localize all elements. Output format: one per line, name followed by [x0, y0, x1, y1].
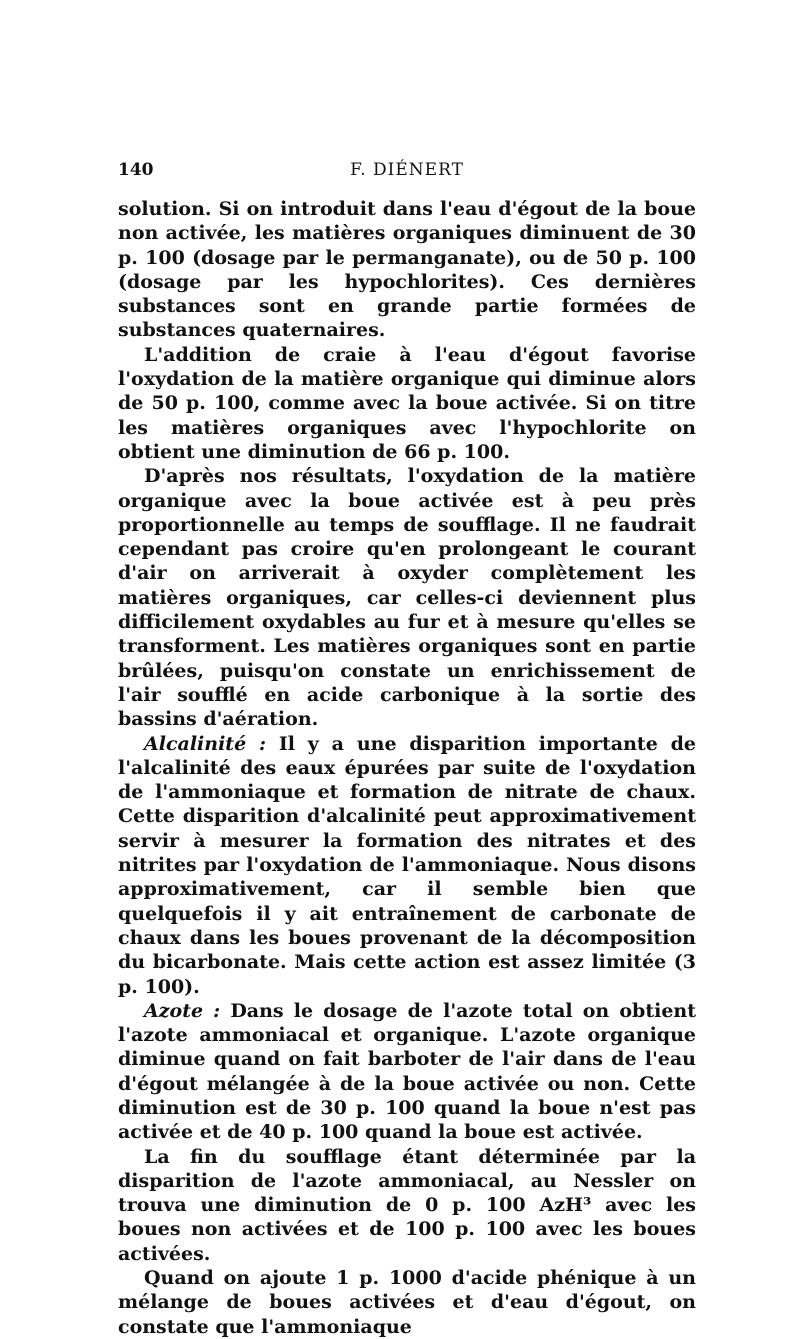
- page-number: 140: [118, 160, 154, 180]
- body-text: [118, 197, 696, 1339]
- paragraph: [118, 343, 696, 464]
- paragraph-text: Quand on ajoute 1 p. 1000 d'acide phénique à un mélange de boues activées et d'eau d'égout, on constate que l'ammoniaque: [118, 1267, 696, 1338]
- paragraph-text: solution. Si on introduit dans l'eau d'égout de la boue non activée, les matières organiques diminuent de 30 p. 100 (dosage par le permanganate), ou de 50 p. 100 (dosage par les hypochlorites). Ces dernières substances sont en grande partie formées de substances quaternaires.: [118, 198, 696, 342]
- paragraph-lead: Azote :: [144, 999, 221, 1022]
- paragraph-text: L'addition de craie à l'eau d'égout favorise l'oxydation de la matière organique qui diminue alors de 50 p. 100, comme avec la boue activée. Si on titre les matières organiques avec l'hypochlorite on obtient une diminution de 66 p. 100.: [118, 343, 696, 463]
- paragraph: [118, 464, 696, 731]
- paragraph-lead: Alcalinité :: [144, 732, 267, 755]
- page-header: [118, 160, 696, 186]
- paragraph: [118, 732, 696, 999]
- paragraph: [118, 1266, 696, 1339]
- paragraph: [118, 999, 696, 1145]
- running-head: F. DIÉNERT: [350, 160, 464, 180]
- paragraph: [118, 197, 696, 343]
- paragraph-text: Il y a une disparition importante de l'alcalinité des eaux épurées par suite de l'oxydation de l'ammoniaque et formation de nitrate de chaux. Cette disparition d'alcalinité peut approximativement servir à mesurer la formation des nitrates et des nitrites par l'oxydation de l'ammoniaque. Nous disons approximativement, car il semble bien que quelquefois il y ait entraînement de carbonate de chaux dans les boues provenant de la décomposition du bicarbonate. Mais cette action est assez limitée (3 p. 100).: [118, 732, 696, 998]
- paragraph: [118, 1145, 696, 1266]
- paragraph-text: La fin du soufflage étant déterminée par la disparition de l'azote ammoniacal, au Nessler on trouva une diminution de 0 p. 100 AzH³ avec les boues non activées et de 100 p. 100 avec les boues activées.: [118, 1145, 696, 1265]
- paragraph-text: Dans le dosage de l'azote total on obtient l'azote ammoniacal et organique. L'azote organique diminue quand on fait barboter de l'air dans de l'eau d'égout mélangée à de la boue activée ou non. Cette diminution est de 30 p. 100 quand la boue n'est pas activée et de 40 p. 100 quand la boue est activée.: [118, 999, 696, 1144]
- paragraph-text: D'après nos résultats, l'oxydation de la matière organique avec la boue activée est à peu près proportionnelle au temps de soufflage. Il ne faudrait cependant pas croire qu'en prolongeant le courant d'air on arriverait à oxyder complètement les matières organiques, car celles-ci deviennent plus difficilement oxydables au fur et à mesure qu'elles se transforment. Les matières organiques sont en partie brûlées, puisqu'on constate un enrichissement de l'air soufflé en acide carbonique à la sortie des bassins d'aération.: [118, 465, 696, 731]
